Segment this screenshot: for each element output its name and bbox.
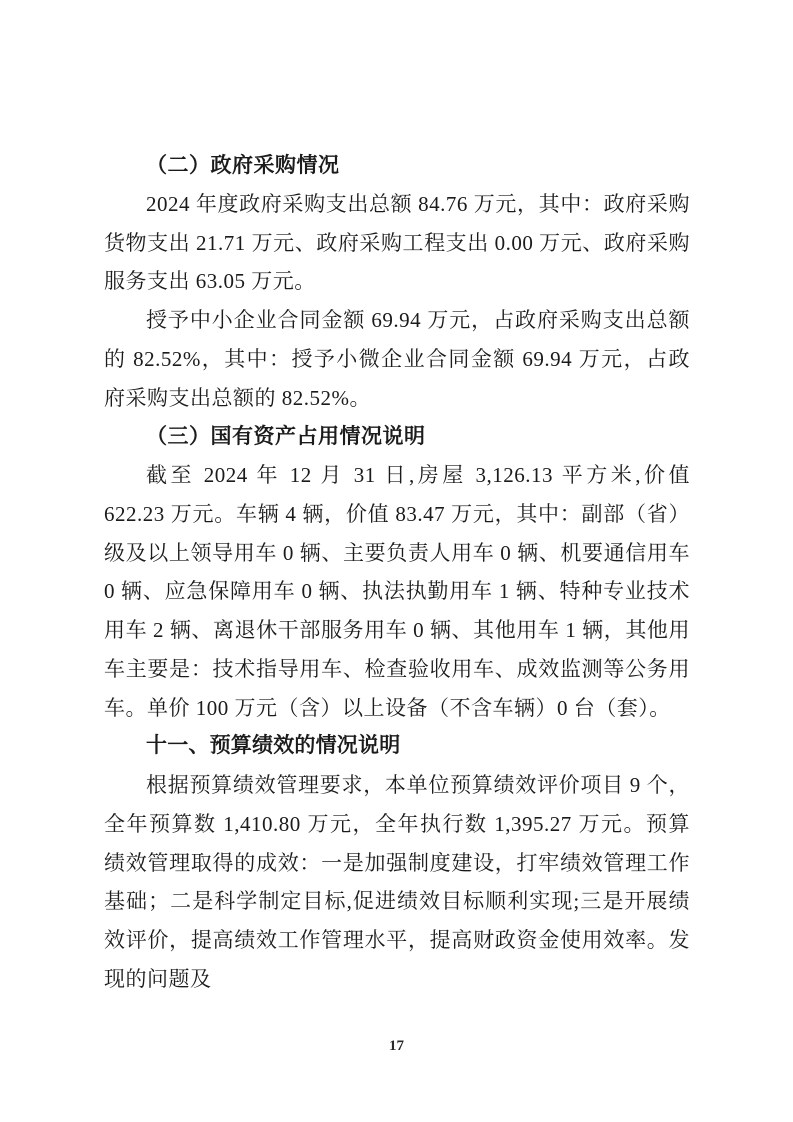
para-budget-performance: 根据预算绩效管理要求，本单位预算绩效评价项目 9 个，全年预算数 1,410.80 万元，全年执行数 1,395.27 万元。预算绩效管理取得的成效：一是加强制度建设，打牢绩效管理工作基础；二是科学制定目标,促进绩效目标顺利实现;三是开展绩效评价，提高绩效工作管理水平，提高财政资金使用效率。发现的问题及 [104,773,690,991]
page-number: 17 [389,1038,404,1054]
heading-state-assets: （三）国有资产占用情况说明 [146,424,426,449]
document-content [104,146,690,999]
heading-government-procurement: （二）政府采购情况 [146,153,340,177]
para-state-assets: 截至 2024 年 12 月 31 日,房屋 3,126.13 平方米,价值 622.23 万元。车辆 4 辆，价值 83.47 万元，其中：副部（省）级及以上领导用车 0 辆、主要负责人用车 0 辆、机要通信用车 0 辆、应急保障用车 0 辆、执法执勤用车 1 辆、特种专业技术用车 2 辆、离退休干部服务用车 0 辆、其他用车 1 辆，其他用车主要是：技术指导用车、检查验收用车、成效监测等公务用车。单价 100 万元（含）以上设备（不含车辆）0 台（套）。 [104,463,690,720]
para-sme-contracts: 授予中小企业合同金额 69.94 万元，占政府采购支出总额的 82.52%，其中：授予小微企业合同金额 69.94 万元，占政府采购支出总额的 82.52%。 [104,308,690,410]
para-procurement-total: 2024 年度政府采购支出总额 84.76 万元，其中：政府采购货物支出 21.71 万元、政府采购工程支出 0.00 万元、政府采购服务支出 63.05 万元。 [104,191,690,294]
heading-budget-performance: 十一、预算绩效的情况说明 [146,734,401,758]
